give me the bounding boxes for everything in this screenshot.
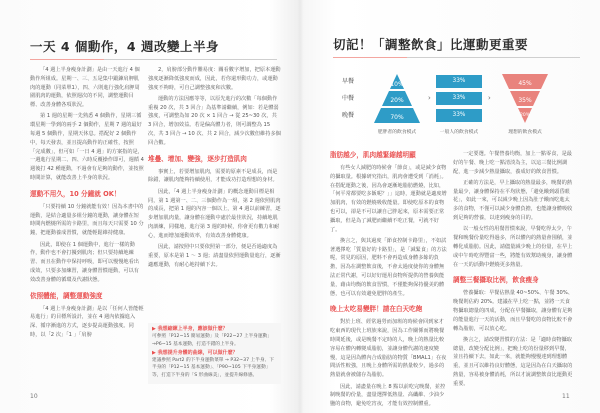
- row-label-breakfast: 早餐: [342, 78, 355, 85]
- paragraph: 因此，請按照中只要依照第一部分，便是否過適度為重要，原本是第 1 ～ 3 週；請盡量依照運動量進行，逐漸適應運動，有耐心地持續下去。: [148, 244, 281, 268]
- pyramid-pct-lunch: 20%: [390, 97, 404, 104]
- goal-pct-lunch: 35%: [518, 97, 532, 104]
- paragraph: 運動的方法因應等等，以原先進行的次數「每個動作重複 20 次，共 3 回合」為基準請繼續，例如：若是體弱強度，可調整為如 20 次 × 1 回合 → 從 25~30 次，共 3 回合，增加效益。若是偏高體力者，則可調整為 15 次，共 3 回合 → 10 次、共 2 回合，減少次數但維持多個回合數。: [148, 95, 281, 146]
- paragraph: 事實上，若要增加肌肉，需要的原素不是成長，而是除錯，讓肌肉能夠持續使用，才能成功打造理想的身材。: [148, 168, 278, 184]
- right-column-2: [453, 150, 573, 391]
- section-heading: 依照體能，調整運動強度: [30, 291, 103, 300]
- goal-pct-dinner: 20%: [519, 113, 531, 118]
- goal-pct-breakfast: 45%: [518, 80, 532, 87]
- paragraph: 對於上班、經常過勞而加班的時候會回到家才吃東西的現代上班族來說，因為工作關係而將晚餐時間延後，或是晚餐不定時的人，晚上的熱量比較容易在體內轉變成脂肪，並讓身體代謝的速度變慢，這是因為體內合成脂肪的物質「BMAL1」在夜間活性較強，且晚上身體所需的熱量較少，過多的熱量就會被儲存為脂肪。: [330, 319, 447, 379]
- qa-question: ▶ 我想縮練上半身，應該做什麼？: [152, 326, 228, 332]
- pyramid-pct-dinner: 70%: [390, 114, 404, 121]
- paragraph: 「4 週上半身瘦身計劃」是以「任何人皆能輕易進行」的目標所設計，並在 4 週內依據進入深、循序漸進的方式，逐步提高運動強度。同時，以「2 次」「1 」「肩膀: [30, 305, 144, 338]
- left-column-2: [148, 66, 281, 272]
- section-heading: 調整三餐攝取比例，飲食瘦身: [453, 276, 539, 285]
- section-heading: 運動不用久，10 分鐘就 OK！: [30, 189, 121, 198]
- page-title: 切記！「調整飲食」比運動更重要: [333, 37, 529, 52]
- title-underline: [30, 59, 277, 60]
- section-heading: 脂肪越少，肌肉越緊縮越明顯: [330, 151, 416, 159]
- paragraph: 有些女人減肥的時候會「節食」，或是減少食物的攝取量。根據研究指出，肌肉會遭受到「消耗」。在搭配運動之後，因為會逐漸地脂肪燃燒，比如，「何平常都要吃多飯呢？」」這時，運動就是適度增加肌肉，有效的燃燒吸收能量。即使吃原本的食物也可以，卻是不可以讓自己胖起來，原本需要正常攝取，但是為了減肥而繼續不吃正餐，可就不好了。: [330, 165, 447, 233]
- obese-pattern-pyramid: [368, 73, 426, 125]
- qa-box: [148, 323, 281, 384]
- qa-answer: 建議參照 Part2 的下半身運動菜單 → P32~37 上半身、下半身的「P12~15 基本運動」、「P90~105 下半身運動」等，打造下半身的「S 形曲線美」，並提升線條感。: [152, 358, 274, 378]
- paragraph: 一定要選。午餐營養均衡，加上一點零食，是最好的午餐、晚上吃一點清淡為主，以這三餐比例調配，進一步減少熱量攝取，養成好的飲食習慣。: [453, 151, 572, 175]
- caption-normal: 一般人的飲食模式: [439, 130, 479, 135]
- paragraph: 2，肩膀部分動作難易度：關看數字增加，把原本運動強度逐漸降低強度而成，因此，若你還形動功力，或運動強度不夠時，可自己調整強度和次數。: [148, 67, 281, 91]
- paragraph: 因此，「4 週上半身瘦身計劃」的概念運動目標是相同，第 1 週第一、二、三個動作為一組，第 2 週依照肌肉的成長，把第 1 週的內容一個以上，第 4 週以前練習，逐步增加肌肉量，讓身體在運動中處於最佳狀況，持續地肌肉訓練，同樣地，進行第 3 週的時候，你會更有數力和耐心，進而增加運動效率，有效改善身體健康。: [148, 188, 281, 239]
- section-heading: 堆疊、增加、變強，逐步打造肌肉: [148, 154, 247, 163]
- right-title-block: [333, 37, 583, 58]
- paragraph: 因此，請盡量在晚上 8 點以前吃完晚餐，並控制晚餐的份量，盡量選擇低熱量、高纖維、少油少鹽的食物，避免吃宵夜，才能有效控制體重。: [330, 383, 446, 408]
- paragraph: 第 1 週的星期一先熟悉 4 個動作，星期三循環星期一學到的兩手 2 個動作，星期 7 週的最好每週 5 個動作，星期天休息。搭配好 2 個動作中，每天發表，並且提高動作的正確性，按照「完成數」，但可如「一日 4 週」的方案指的是，一週進行星期二、四、六時反覆操作即可，週循 4 週後打 42 種運動，不過會有足夠的動作，並按照時間計算，就能改善上半身的狀況。: [30, 113, 144, 182]
- ideal-pattern-pyramid: [496, 73, 554, 125]
- section-heading: 晚上太吃易變胖！請在白天吃飽: [330, 305, 423, 314]
- arrow-icon: ›: [428, 94, 431, 102]
- row-label-lunch: 中餐: [342, 95, 355, 102]
- normal-box-dinner: 33%: [436, 109, 482, 122]
- left-title-block: [30, 39, 280, 60]
- right-page: [300, 0, 600, 413]
- left-column-1: [30, 66, 144, 342]
- page-number: 11: [562, 393, 570, 400]
- paragraph: 換言之，與其過度「節食控制卡路里」，不如試著選擇吃「質量好的卡路里」，是「減緊食」的方法呢，常見的原因，肥料不會再造成身體多餘的負擔，因為在調整飲食後，不會太過度使你的身體無法正常代謝，可以好好運用食物所提供的營養與能量，藉由均衡的飲食習慣，不僅能夠保持優美的體態，也可以有效避免肥胖的產生。: [330, 237, 447, 297]
- meal-ratio-diagram: [342, 74, 572, 154]
- caption-obese: 肥胖者的飲食模式: [377, 130, 417, 135]
- title-underline: [333, 57, 580, 58]
- paragraph: 以一般女性的用餐習慣來說，早餐吃得太少，午餐和晚餐份量吃得過多，所以體內的熱量會囤積，並轉化成脂肪。因此，請儘量減少晚上的份量，在早上或中午時吃得豐富一些，將能有效幫助瘦身，讓身體在一天的活動中燃燒更多熱量。: [453, 226, 573, 268]
- paragraph: 「4 週上半身瘦身計劃」是由一天進行 4 個動作所組成。星期一、三、五是集中鍛鍊肩胛肌肉的運動（同菜單1），四、六則進行強化肩胛周圍肌肉的運動，依照週次的不同，調整運動目標、改善身體各項狀況。: [30, 67, 140, 109]
- paragraph: 正確的方法是，早上攝取的熱量最多，晚餐的熱量最少，讓身體保持在平均狀態，「避免餓到頭昏眼花」，如此一來，可以減少晚上因為肚子餓而吃進太多的食物，不僅可以減少身體負擔，也能讓身體吸收到足夠的營養，以達到瘦身的目的。: [453, 179, 573, 222]
- caption-ideal: 理想的飲食模式: [508, 130, 542, 135]
- paragraph: 「只要持續 10 分鐘就能有效！因為本書中的運動，是結合適量多組分鐘的運動，讓身體在短時間內燃燒所需的卡路里，而且每天只需要 10 分鐘，把運動養成習慣，就能輕鬆維持健康。: [30, 203, 144, 237]
- paragraph: 營養攝取：早餐佔熱量 40~50%、午餐 30%、晚餐則佔約 20%。建議在早上吃一點，並將一天食物攝取總量的四成，分配在早餐攝取，讓身體有足夠的能量進行一天的活動，而且早餐吃的食物比較不會轉為脂肪，可以放心吃。: [453, 290, 573, 332]
- normal-box-breakfast: 33%: [436, 75, 482, 88]
- page-number: 10: [30, 393, 38, 400]
- pyramid-pct-breakfast: 10%: [390, 81, 404, 88]
- arrow-icon: ›: [488, 94, 491, 102]
- row-label-dinner: 晚餐: [342, 112, 355, 119]
- paragraph: 因此，即使在 1 個運動中，進行一樣的動作，動作也不會打擾到肌肉；但只要持續地練習、而且在動作中保持呼吸，即可以慢慢地看出成效，只要多加練習，讓身體習慣運動，可以有效改善身體的循環及代謝狀態。: [30, 241, 139, 283]
- qa-question: ▶ 我想提升身體的曲線，可以做什麼？: [152, 349, 238, 356]
- paragraph: 換言之，請改變習慣的方法：是「適時食物攝取總量，改變分配比例」，把晚上吃的份量移到早餐，並且持續下去，如此一來，就能夠慢慢達到理想體重，並且可以維持良好體態，這是因為在白天攝取的熱量，容易被身體消耗，所以才說調整飲食比運動更重要。: [453, 336, 573, 387]
- qa-answer: 可參照「P12~15 簡易運動」及「P22~27 上半身運動」→P6~15 基本運動，打造不錯的上半身。: [152, 334, 273, 347]
- right-column-1: [330, 150, 448, 411]
- normal-box-lunch: 33%: [436, 92, 482, 105]
- page-title: 一天 4 個動作，4 週改變上半身: [30, 39, 219, 54]
